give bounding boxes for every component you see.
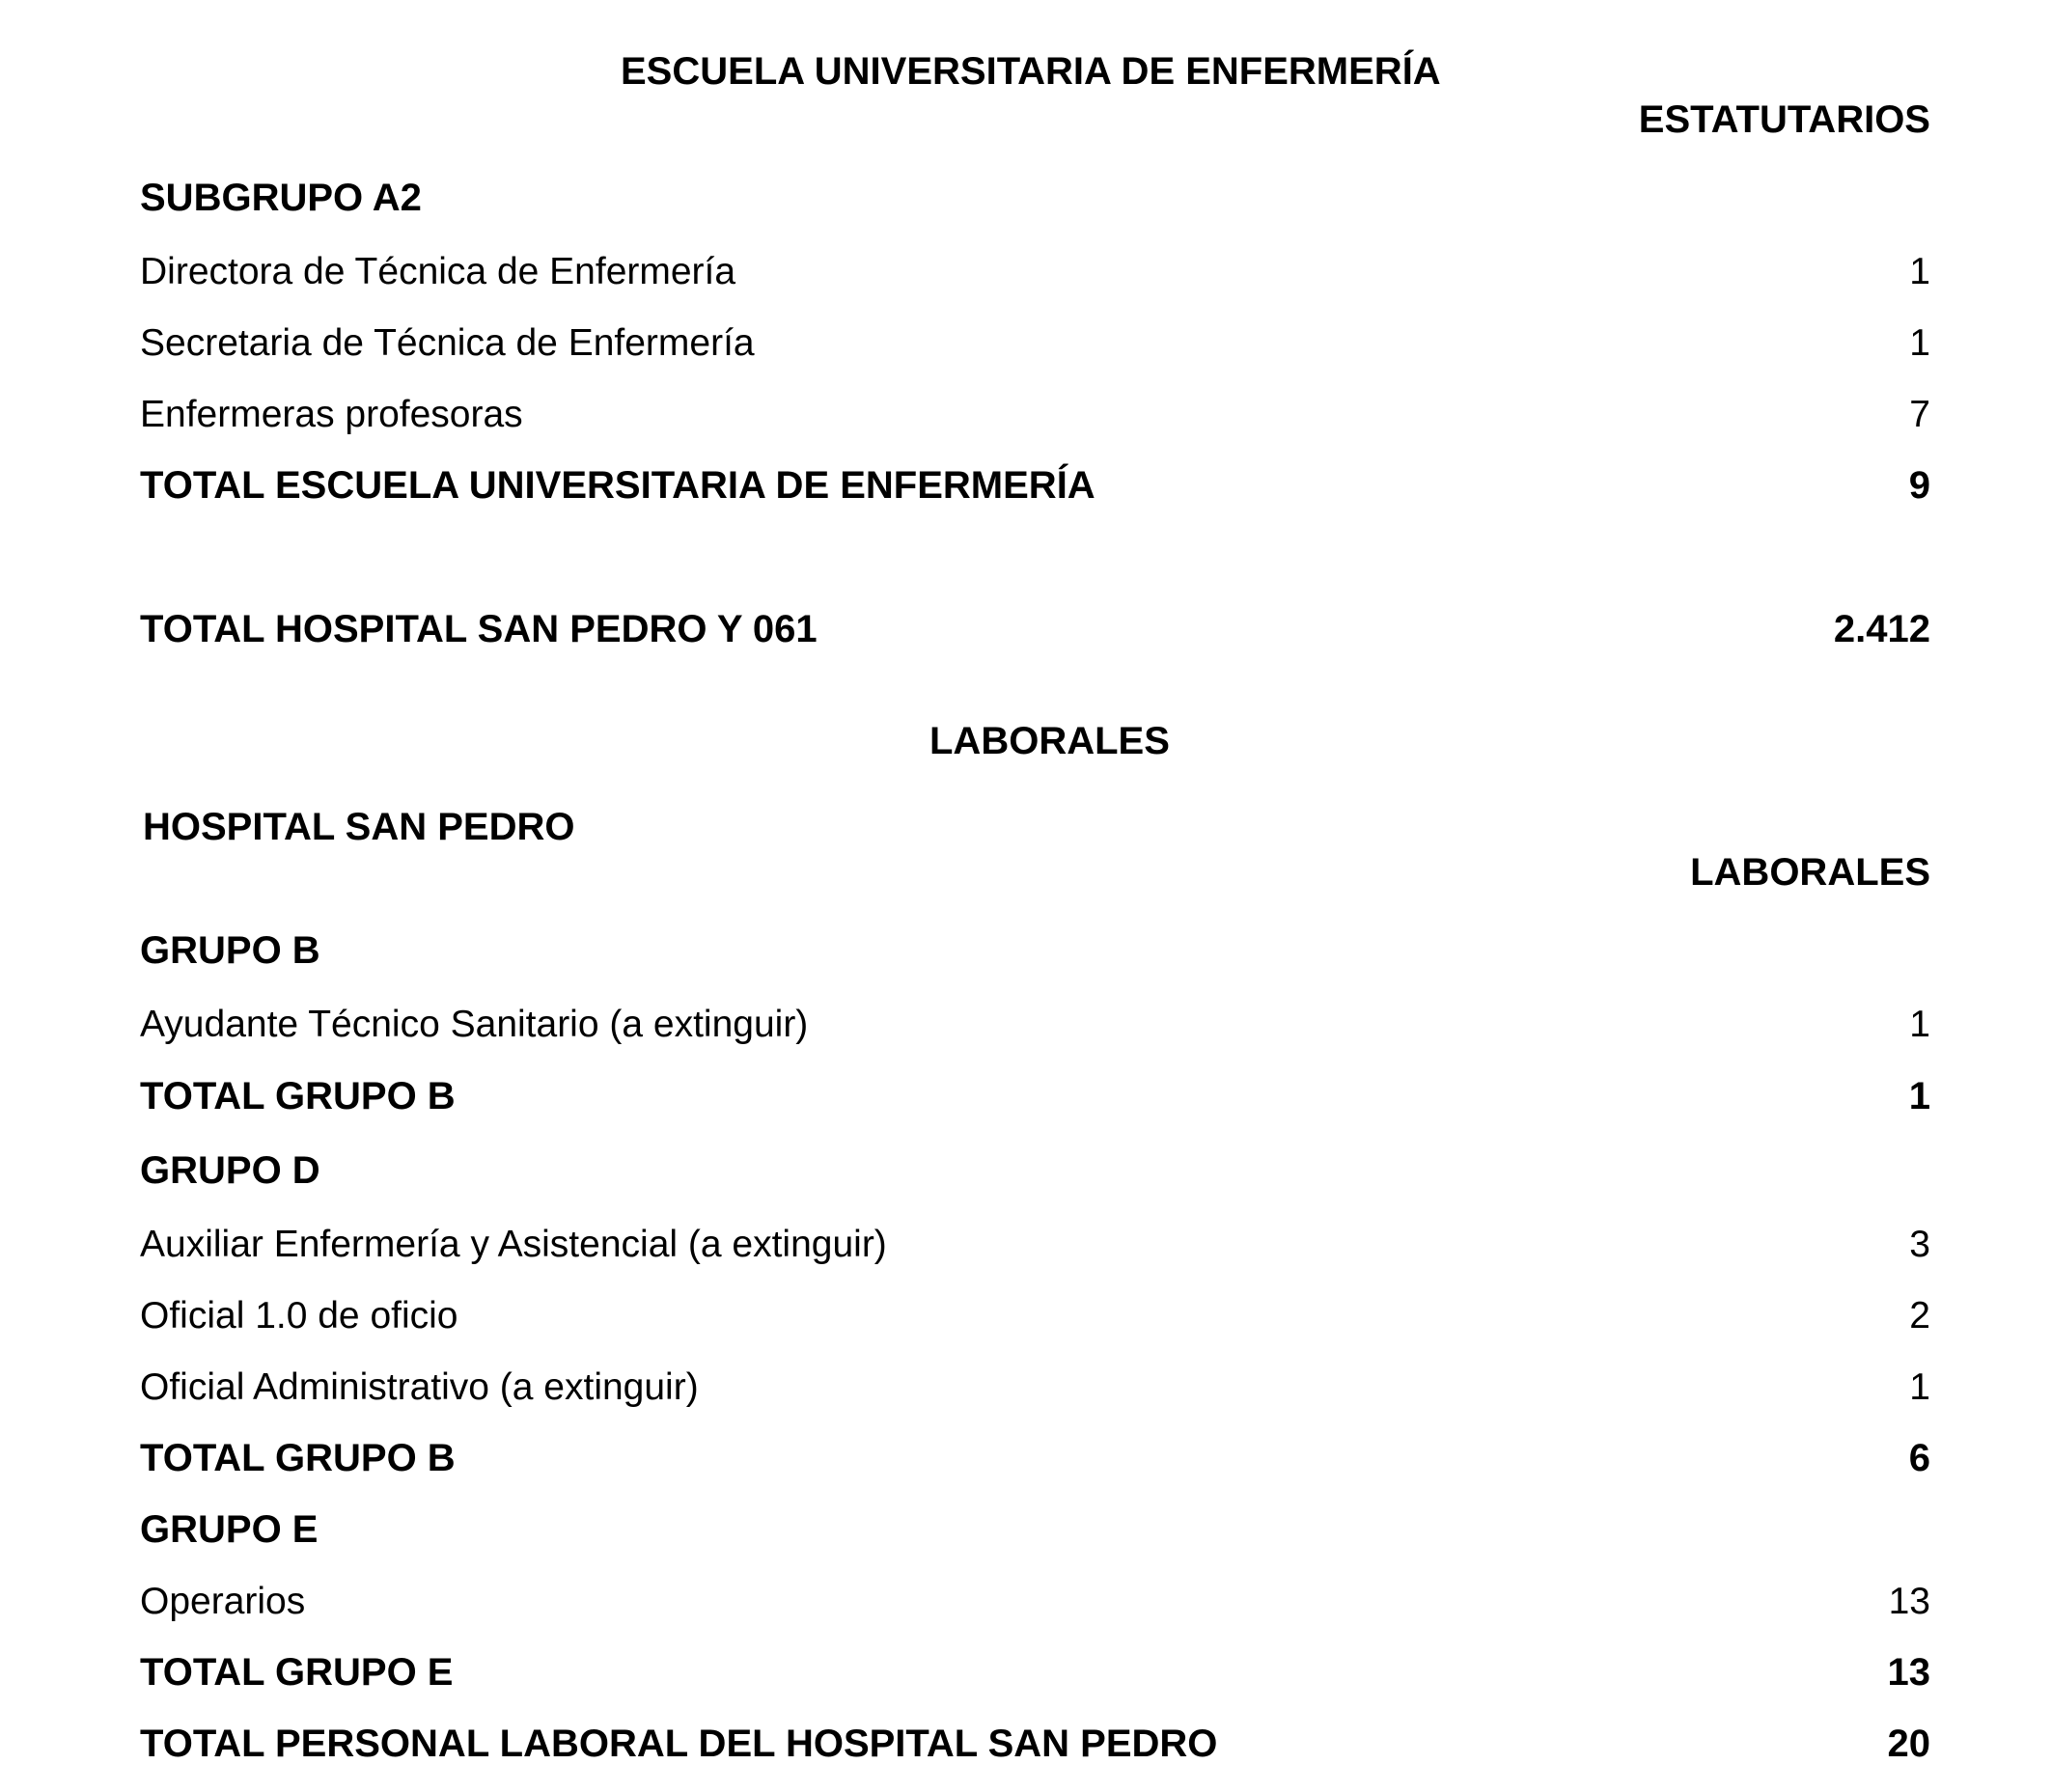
hospital-total-label: TOTAL HOSPITAL SAN PEDRO Y 061 xyxy=(140,608,818,650)
grupo-b-total-label: TOTAL GRUPO B xyxy=(140,1075,456,1117)
hospital-total-value: 2.412 xyxy=(1833,608,1930,650)
row-label: Directora de Técnica de Enfermería xyxy=(140,251,736,292)
grupo-e-total-value: 13 xyxy=(1887,1651,1930,1694)
laborales-column-header: LABORALES xyxy=(1690,851,1930,894)
row-value: 3 xyxy=(1909,1224,1930,1265)
row-label: Oficial 1.0 de oficio xyxy=(140,1295,458,1337)
row-value: 1 xyxy=(1909,322,1930,364)
row-label: Enfermeras profesoras xyxy=(140,394,523,435)
row-value: 1 xyxy=(1909,1004,1930,1045)
row-label: Secretaria de Técnica de Enfermería xyxy=(140,322,755,364)
row-value: 13 xyxy=(1888,1581,1930,1622)
row-label: Operarios xyxy=(140,1581,306,1622)
laboral-grand-total-value: 20 xyxy=(1887,1723,1930,1765)
grupo-d-heading: GRUPO D xyxy=(140,1149,320,1192)
escuela-title: ESCUELA UNIVERSITARIA DE ENFERMERÍA xyxy=(621,50,1441,93)
row-value: 7 xyxy=(1909,394,1930,435)
row-label: Auxiliar Enfermería y Asistencial (a extinguir) xyxy=(140,1224,887,1265)
subgrupo-a2-heading: SUBGRUPO A2 xyxy=(140,177,422,219)
laboral-grand-total-label: TOTAL PERSONAL LABORAL DEL HOSPITAL SAN PEDRO xyxy=(140,1723,1218,1765)
row-value: 1 xyxy=(1909,251,1930,292)
row-label: Ayudante Técnico Sanitario (a extinguir) xyxy=(140,1004,809,1045)
hospital-san-pedro-heading: HOSPITAL SAN PEDRO xyxy=(143,806,575,848)
grupo-b-total-value: 1 xyxy=(1908,1075,1930,1117)
escuela-total-value: 9 xyxy=(1908,464,1930,507)
row-label: Oficial Administrativo (a extinguir) xyxy=(140,1366,699,1408)
grupo-e-total-label: TOTAL GRUPO E xyxy=(140,1651,454,1694)
grupo-e-heading: GRUPO E xyxy=(140,1508,319,1551)
grupo-d-total-value: 6 xyxy=(1908,1437,1930,1479)
laborales-section-title: LABORALES xyxy=(929,720,1170,762)
escuela-total-label: TOTAL ESCUELA UNIVERSITARIA DE ENFERMERÍA xyxy=(140,464,1095,507)
grupo-b-heading: GRUPO B xyxy=(140,929,320,972)
row-value: 1 xyxy=(1909,1366,1930,1408)
estatutarios-column-header: ESTATUTARIOS xyxy=(1638,98,1930,141)
grupo-d-total-label: TOTAL GRUPO B xyxy=(140,1437,456,1479)
row-value: 2 xyxy=(1909,1295,1930,1337)
